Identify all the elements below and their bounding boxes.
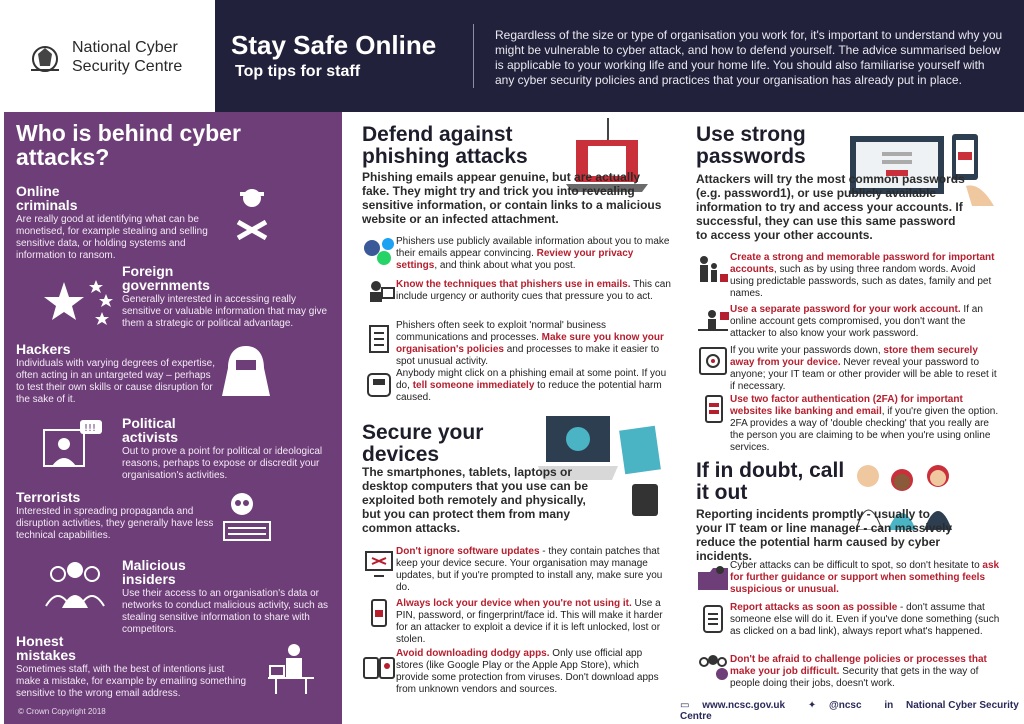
separate-work-icon — [696, 306, 730, 336]
who-section — [4, 112, 342, 724]
family-pet-icon — [696, 254, 730, 284]
activist-icon — [42, 420, 104, 472]
header-logo-area — [0, 0, 215, 112]
report-phone-icon — [696, 604, 730, 634]
phishing-section — [362, 124, 562, 168]
page-title: Stay Safe Online — [231, 30, 437, 60]
two-factor-icon — [696, 394, 730, 424]
person-computer-icon — [362, 278, 396, 308]
phishing-tip-3: Phishers often seek to exploit 'normal' business communications and processes. Make sure you know your organisation's policies and processes to make it easier to spot unusual activity. — [396, 320, 664, 367]
devices-tip-2: Always lock your device when you're not using it. Use a PIN, password, or fingerprint/face id. This will make it harder for an attacker to exploit a device if it is left unlocked, lost or stolen. — [396, 598, 663, 645]
header-banner — [215, 0, 1024, 112]
doubt-intro: Reporting incidents promptly - usually to your IT team or line manager - can massively reduce the potential harm caused by cyber incidents. — [696, 507, 953, 563]
phone-icon — [362, 370, 396, 400]
who-item-hackers: Hackers Individuals with varying degrees of expertise, often acting in an untargeted way – perhaps to test their own skills or cause disruption for the sake of it. — [16, 341, 215, 405]
phishing-intro: Phishing emails appear genuine, but are actually fake. They might try and trick you into revealing sensitive information, or contain links to a malicious website or an infected attachment. — [362, 170, 662, 226]
passwords-intro: Attackers will try the most common passwords (e.g. password1), or use publicly available information to try and access your accounts. If successful, they can use this same password to access your other accounts. — [696, 172, 965, 242]
devices-tip-3: Avoid downloading dodgy apps. Only use official app stores (like Google Play or the Apple App Store), which provide some protection from viruses. Don't download apps from unknown vendors and sources. — [396, 648, 659, 695]
app-store-icon — [362, 652, 396, 682]
phishing-tip-2: Know the techniques that phishers use in emails. This can include urgency or authority cues that pressure you to act. — [396, 279, 671, 302]
skull-keyboard-icon — [218, 490, 274, 544]
org-name: National Cyber Security Centre — [72, 39, 183, 75]
page-subtitle: Top tips for staff — [235, 63, 361, 80]
challenge-group-icon — [696, 652, 730, 682]
who-item-honest-mistakes: Honest mistakes Sometimes staff, with the best of intentions just make a mistake, for example by emailing something sensitive to the wrong email address. — [16, 633, 247, 699]
doubt-tip-2: Report attacks as soon as possible - don't assume that someone else will do it. Even if you've done something (such as clicked on a bad link), always report what's happened. — [730, 602, 1000, 637]
phishing-title: Defend against phishing attacks — [362, 123, 528, 168]
desk-worker-icon — [266, 642, 316, 696]
monitor-icon: ▭ — [680, 700, 690, 711]
footer — [680, 700, 1020, 722]
copyright: © Crown Copyright 2018 — [18, 707, 106, 716]
devices-tip-1: Don't ignore software updates - they contain patches that keep your device secure. Your organisation may manage updates, but if you're prompted to install any, make sure you do. — [396, 546, 663, 593]
stars-icon — [44, 272, 124, 332]
suspicious-folder-icon — [696, 562, 730, 592]
website-link[interactable]: ▭ www.ncsc.gov.uk — [680, 700, 786, 711]
devices-intro: The smartphones, tablets, laptops or desktop computers that you use can be exploited both remotely and physically, but you can protect them from many common attacks. — [362, 465, 589, 535]
passwords-tip-3: If you write your passwords down, store them securely away from your device. Never reveal your password to anyone; your IT team or other provider will be able to reset it if necessary. — [730, 345, 997, 392]
update-monitor-icon — [362, 548, 396, 578]
lock-phone-icon — [362, 598, 396, 628]
who-item-online-criminals: Online criminals Are really good at identifying what can be monetised, for example stealing and selling sensitive data, or holding systems and information to ransom. — [16, 183, 208, 261]
royal-crest-icon — [26, 40, 64, 78]
passwords-title: Use strong passwords — [696, 123, 806, 168]
social-media-icon — [362, 236, 396, 266]
hacker-hood-icon — [218, 344, 274, 398]
phishing-tip-1: Phishers use publicly available information about you to make their emails appear convincing. Review your privacy settings, and think about what you post. — [396, 236, 670, 271]
criminal-mask-icon — [232, 186, 272, 246]
twitter-icon: ✦ — [807, 700, 817, 711]
linkedin-icon: in — [884, 700, 894, 711]
doubt-tip-1: Cyber attacks can be difficult to spot, so don't hesitate to ask for further guidance or support when something feels suspicious or unusual. — [730, 560, 1000, 595]
doubt-tip-3: Don't be afraid to challenge policies or processes that make your job difficult. Security that gets in the way of people doing their jobs, doesn't work. — [730, 654, 987, 689]
devices-title: Secure your devices — [362, 421, 484, 466]
who-item-political-activists: Political activists Out to prove a point for political or ideological reasons, perhaps to expose or discredit your organisation's activities. — [122, 415, 323, 481]
insiders-group-icon — [44, 560, 106, 610]
svg-text:!!!: !!! — [84, 423, 97, 434]
who-item-malicious-insiders: Malicious insiders Use their access to an organisation's data or networks to conduct malicious activity, such as stealing sensitive information to share with competitors. — [122, 557, 329, 635]
safe-icon — [696, 346, 730, 376]
twitter-link[interactable]: ✦ @ncsc — [807, 700, 862, 711]
passwords-tip-2: Use a separate password for your work account. If an online account gets compromised, you don't want the attacker to also know your work password. — [730, 304, 983, 339]
checklist-icon — [362, 324, 396, 354]
who-title: Who is behind cyber attacks? — [16, 120, 241, 170]
linkedin-link[interactable]: in National Cyber Security Centre — [680, 700, 1019, 722]
who-item-terrorists: Terrorists Interested in spreading propaganda and disruption activities, they generally have less technical capabilities. — [16, 489, 214, 541]
doubt-title: If in doubt, call it out — [696, 459, 845, 504]
passwords-tip-4: Use two factor authentication (2FA) for important websites like banking and email, if you're given the option. 2FA provides a way of 'double checking' that you really are the person you are claiming to be when you're using online services. — [730, 394, 999, 453]
passwords-tip-1: Create a strong and memorable password for important accounts, such as by using three random words. Avoid using predictable passwords, such as dates, family and pet names. — [730, 252, 995, 299]
header-divider — [473, 24, 474, 88]
phishing-tip-4: Anybody might click on a phishing email at some point. If you do, tell someone immediately to reduce the potential harm caused. — [396, 368, 667, 403]
who-item-foreign-governments: Foreign governments Generally interested in accessing really sensitive or valuable information that may give them a strategic or political advantage. — [122, 263, 328, 329]
header-intro: Regardless of the size or type of organisation you work for, it's important to understand why you might be vulnerable to cyber attack, and how to defend yourself. The advice summarised below is applicable to your working life and your home life. You should also familiarise yourself with any cyber security policies and practices that your organisation has already put in place. — [495, 28, 1003, 87]
